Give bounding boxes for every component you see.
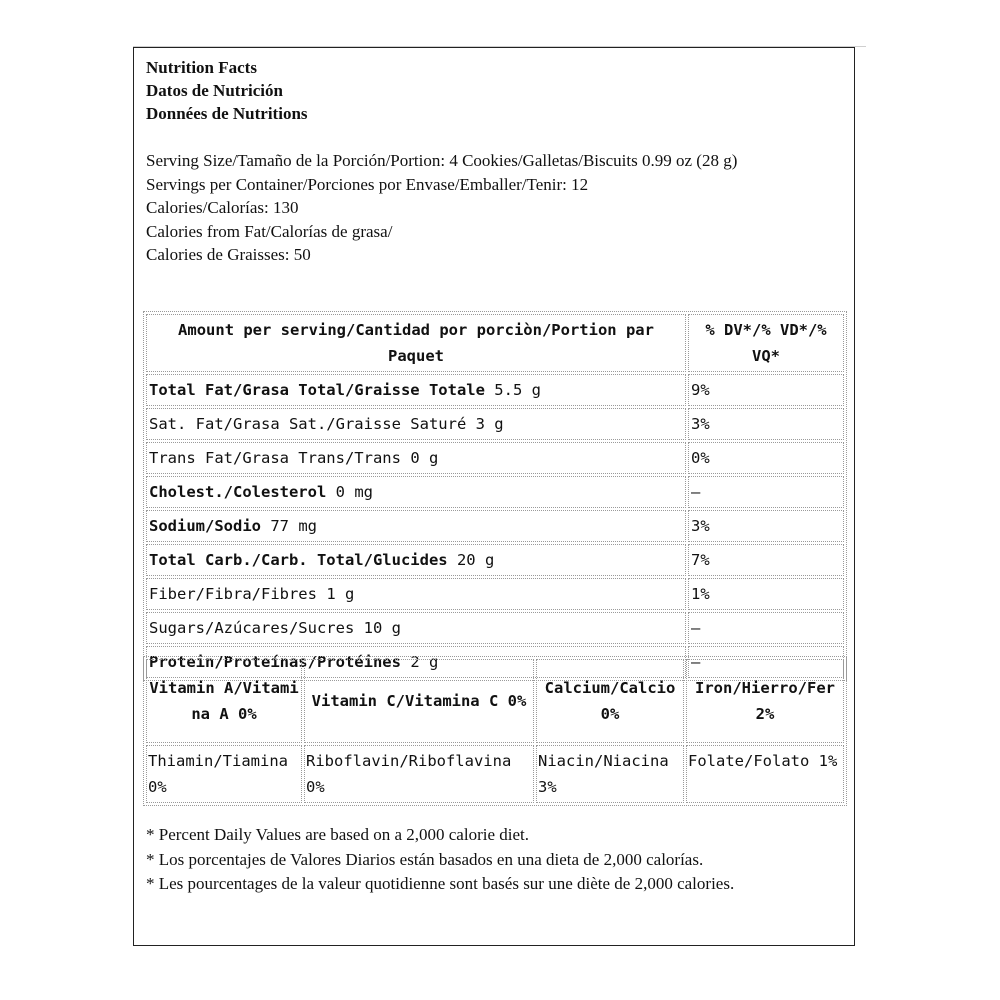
nutrient-table	[143, 311, 847, 681]
footnotes	[146, 823, 846, 897]
footnote-english: * Percent Daily Values are based on a 2,000 calorie diet.	[146, 825, 529, 844]
nutrition-facts-panel	[133, 47, 855, 946]
vitamin-table	[143, 656, 847, 806]
nutrient-dv: 3%	[688, 510, 844, 542]
iron: Iron/Hierro/Fer 2%	[686, 659, 844, 743]
nutrient-dv: 1%	[688, 578, 844, 610]
nutrient-amount: 10 g	[363, 619, 401, 637]
nutrient-cell	[146, 408, 686, 440]
nutrient-row-fiber	[146, 578, 844, 610]
nutrient-cell	[146, 544, 686, 576]
title-block	[146, 56, 308, 125]
riboflavin: Riboflavin/Riboflavina 0%	[304, 745, 534, 803]
nutrient-name: Cholest./Colesterol	[149, 483, 327, 501]
nutrient-amount: 0 mg	[335, 483, 373, 501]
thiamin: Thiamin/Tiamina 0%	[146, 745, 302, 803]
footnote-french: * Les pourcentages de la valeur quotidienne sont basés sur une diète de 2,000 calories.	[146, 874, 735, 893]
nutrient-dv: —	[688, 612, 844, 644]
nutrient-row-sugars	[146, 612, 844, 644]
nutrient-amount: 0 g	[410, 449, 439, 467]
nutrient-table-header	[146, 314, 844, 372]
nutrient-dv: 7%	[688, 544, 844, 576]
nutrient-name: Sodium/Sodio	[149, 517, 261, 535]
nutrient-name: Total Fat/Grasa Total/Graisse Totale	[149, 381, 485, 399]
title-english: Nutrition Facts	[146, 58, 257, 77]
vitamin-c: Vitamin C/Vitamina C 0%	[304, 659, 534, 743]
nutrient-dv: 9%	[688, 374, 844, 406]
nutrient-cell	[146, 476, 686, 508]
title-french: Données de Nutritions	[146, 104, 308, 123]
vitamin-a: Vitamin A/Vitamina A 0%	[146, 659, 302, 743]
nutrient-dv: —	[688, 646, 844, 678]
nutrient-name: Protein/Proteínas/Protéines	[149, 653, 401, 671]
nutrient-row-total-carb	[146, 544, 844, 576]
nutrient-amount: 77 mg	[270, 517, 317, 535]
nutrient-cell	[146, 612, 686, 644]
nutrient-dv: 3%	[688, 408, 844, 440]
nutrient-row-sat-fat	[146, 408, 844, 440]
calories-from-fat: Calories from Fat/Calorías de grasa/	[146, 221, 393, 241]
calories: Calories/Calorías: 130	[146, 198, 299, 217]
header-amount: Amount per serving/Cantidad por porciòn/Portion par Paquet	[146, 314, 686, 372]
nutrient-amount: 1 g	[326, 585, 355, 603]
nutrient-row-sodium	[146, 510, 844, 542]
serving-size: Serving Size/Tamaño de la Porción/Portion: 4 Cookies/Galletas/Biscuits 0.99 oz (28 g)	[146, 151, 738, 170]
title-spanish: Datos de Nutrición	[146, 81, 283, 100]
niacin: Niacin/Niacina 3%	[536, 745, 684, 803]
nutrient-row-total-fat	[146, 374, 844, 406]
vitamin-row	[146, 659, 844, 743]
vitamin-row	[146, 745, 844, 803]
nutrient-amount: 2 g	[410, 653, 439, 671]
folate: Folate/Folato 1%	[686, 745, 844, 803]
nutrient-dv: 0%	[688, 442, 844, 474]
nutrient-name: Trans Fat/Grasa Trans/Trans	[149, 449, 401, 467]
header-daily-value: % DV*/% VD*/% VQ*	[688, 314, 844, 372]
nutrient-name: Fiber/Fibra/Fibres	[149, 585, 317, 603]
nutrient-row-trans-fat	[146, 442, 844, 474]
footnote-spanish: * Los porcentajes de Valores Diarios están basados en una dieta de 2,000 calorías.	[146, 849, 704, 869]
nutrient-row-cholesterol	[146, 476, 844, 508]
nutrient-amount: 20 g	[456, 551, 495, 569]
nutrient-cell	[146, 578, 686, 610]
nutrient-cell	[146, 374, 686, 406]
nutrient-name: Total Carb./Carb. Total/Glucides	[149, 551, 448, 569]
nutrient-dv: —	[688, 476, 844, 508]
calcium: Calcium/Calcio 0%	[536, 659, 684, 743]
nutrient-cell	[146, 510, 686, 542]
servings-per-container: Servings per Container/Porciones por Envase/Emballer/Tenir: 12	[146, 174, 589, 194]
nutrient-amount: 3 g	[475, 415, 504, 433]
nutrient-name: Sat. Fat/Grasa Sat./Graisse Saturé	[149, 415, 467, 433]
serving-info	[146, 149, 836, 267]
nutrient-cell	[146, 442, 686, 474]
nutrient-name: Sugars/Azúcares/Sucres	[149, 619, 355, 637]
nutrient-amount: 5.5 g	[494, 381, 541, 399]
calories-de-graisses: Calories de Graisses: 50	[146, 245, 311, 264]
